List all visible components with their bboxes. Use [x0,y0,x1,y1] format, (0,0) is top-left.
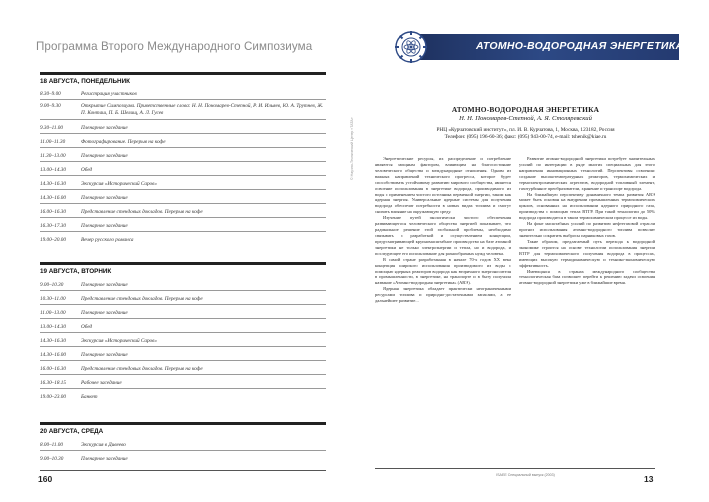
article-title: АТОМНО-ВОДОРОДНАЯ ЭНЕРГЕТИКА [451,105,600,114]
row-event: Представление стендовых докладов. Перерыв на кофе [81,209,203,215]
row-event: Фотографирование. Перерыв на кофе [81,139,166,145]
row-time: 9.00–10.30 [40,282,64,288]
row-event: Пленарное заседание [81,352,128,358]
row-time: 13.00–14.30 [40,167,66,173]
row-time: 11.00–13.00 [40,310,66,316]
row-event: Экскурсия «Исторический Саров» [81,338,158,344]
row-time: 16.30–17.30 [40,223,66,229]
row-time: 19.00–20.00 [40,237,66,243]
left-page [0,0,344,502]
day-rule [40,422,326,425]
paragraph: Имеющаяся в странах международного сообщества технологическая база позволяет перейти к решению задачи освоения атомно-водородной энергетики уже в ближайшие время. [519,268,655,286]
row-event: Пленарное заседание [81,153,128,159]
row-time: 13.00–14.30 [40,324,66,330]
paragraph: В самой стране разработанная в начале 70-х годов XX века концепция широкого использования производимого из воды с помощью ядерных реакторов водорода как вторичного энергоносителя в промышленности, в энергетике, на транспорте и в быту получила название «Атомно-водородная энергетика» (АВЭ). [375,256,511,286]
row-time: 19.00–23.00 [40,394,66,400]
row-event: Представление стендовых докладов. Перерыв на кофе [81,296,203,302]
paragraph: Такие образом, предлагаемый путь перехода к водородной экономике строится на основе технологии использования энергии ВТГР для термохимического получения водорода в процессах, имеющих высокую термодинамическую и технико-экономическую эффективность. [519,238,655,268]
article-authors: Н. Н. Пономарев-Степной, А. Я. Столяревский [459,115,592,122]
row-separator [40,332,326,333]
row-separator [40,290,326,291]
side-label-text: © Научно-Технический Центр «TATA» [350,117,354,180]
row-time: 14.30–16.30 [40,338,66,344]
row-time: 11.00–11.30 [40,139,66,145]
row-time: 11.30–13.00 [40,153,66,159]
row-event: Вечер русского романса [81,237,134,243]
row-time: 16.00–16.30 [40,209,66,215]
paragraph: Ядерная энергетика обладает практически неограниченными ресурсами топлива и природно-достаточными запасами, а ее дальнейшее развитие... [375,286,511,304]
text-column-left [375,156,511,304]
paragraph: Энергетические ресурсы, их распределение и потребление являются мощным фактором, влияющим на благосостояние человеческого общества и международные отношения. Одним из важных направлений технического прогресса, которое будет способствовать устойчивому развитию мирового сообщества, является освоение использования в энергетике водорода, производимого из воды с применением чистого источника первичной энергии, таким как ядерная энергия. Универсальные ядерные системы для получения водорода обеспечат потребности в новых видах топлива и смогут снизить влияние на окружающую среду. [375,156,511,215]
paragraph: Развитие атомно-водородной энергетики потребует значительных усилий по интеграции в ряде многих специальных для этого направления инновационных технологий. Перспективы освоения: создание высокотемпературных реакторов, термохимических и термоэлектрохимических агрегатов, водородной топливный элемент, газотурбинное преобразователи, хранение и транспорт водорода. [519,156,655,191]
row-time: 16.30–18.15 [40,380,66,386]
header-banner [404,34,684,60]
footer-rule [375,468,655,469]
row-separator [40,189,326,190]
row-event: Обед [81,324,93,330]
row-separator [40,119,326,120]
row-time: 9.30–11.00 [40,125,63,131]
day-rule [40,72,326,75]
row-time: 14.30–16.30 [40,181,66,187]
day-title: 19 АВГУСТА, ВТОРНИК [40,268,112,275]
paragraph: На фоне масштабных усилий по развитию нефтегазовой отрасли прогноз использования атомно-водородного топлива позволит значительно сократить выбросы парниковых газов. [519,221,655,238]
row-time: 10.30–11.00 [40,296,66,302]
row-event: Пленарное заседание [81,125,128,131]
row-event: Экскурсия «Исторический Саров» [81,181,158,187]
row-event: Пленарное заседание [81,310,128,316]
row-time: 8.00–11.00 [40,442,63,448]
row-event: Пленарное заседание [81,282,128,288]
atom-gear-icon [394,30,428,64]
row-separator [40,318,326,319]
article-contacts: Телефон: (095) 196-60-36; факс: (095) 943-00-74, e-mail: tshenik@kiae.ru [444,134,607,140]
row-separator [40,161,326,162]
row-time: 16.00–16.30 [40,366,66,372]
row-event: Банкет [81,394,98,400]
paragraph: На ближайшую перспективу динамичного темпа развития АВЭ может быть основан на внедрении промышленных термохимических циклов, основанных на использовании ядерного природного газа, производства с помощью тепла ВТГР. При такой технологии до 50% водорода производится в таком термохимическом процессе из воды. [519,191,655,221]
right-page [344,0,709,502]
footer-rule [40,470,326,471]
side-label [350,60,358,180]
article-affiliation: РНЦ «Курчатовский институт», пл. И. В. Курчатова, 1, Москва, 123182, Россия [436,127,615,133]
row-time: 9.00–10.30 [40,456,64,462]
row-event: Рабочее заседание [81,380,122,386]
page-number: 13 [644,474,654,484]
row-event: Пленарное заседание [81,456,128,462]
row-separator [40,175,326,176]
row-separator [40,99,326,100]
row-separator [40,360,326,361]
page-footer: ISAEE Специальный выпуск (2003) [496,473,555,477]
row-separator [40,147,326,148]
row-separator [40,203,326,204]
row-separator [40,231,326,232]
row-separator [40,450,326,451]
row-separator [40,388,326,389]
row-separator [40,133,326,134]
row-separator [40,217,326,218]
row-event: Представление стендовых докладов. Перерыв на кофе [81,366,203,372]
day-rule [40,262,326,265]
row-time: 14.30–16.00 [40,352,66,358]
row-time: 8.30–9.00 [40,91,61,97]
row-time: 14.30–16.00 [40,195,66,201]
text-column-right [519,156,655,286]
row-event: Регистрация участников [81,91,137,97]
day-title: 20 АВГУСТА, СРЕДА [40,428,104,435]
row-separator [40,304,326,305]
program-title: Программа Второго Международного Симпозиума [36,40,313,53]
page-number: 160 [38,474,53,484]
row-event: Обед [81,167,93,173]
row-separator [40,346,326,347]
row-event: Пленарное заседание [81,223,128,229]
day-title: 18 АВГУСТА, ПОНЕДЕЛЬНИК [40,78,130,85]
row-separator [40,374,326,375]
paragraph: Изучение путей экологически чистого обеспечения развивающегося человеческого общества энергией показывает, что радикальное решение этой глобальной проблемы, необходимо связывать с разработкой и осуществлением концепции, предусматривающей крупномасштабное производство на базе атомной энергетики не только электроэнергии и тепла, но и водорода, и последующее его использование для разнообразных нужд человека. [375,215,511,256]
row-time: 9.00–9.30 [40,103,61,109]
banner-title: АТОМНО-ВОДОРОДНАЯ ЭНЕРГЕТИКА [476,40,684,52]
row-event: Пленарное заседание [81,195,128,201]
row-event: Экскурсия в Дивеево [81,442,126,448]
row-event: Открытие Симпозиума. Приветственные слова: Н. Н. Пономарев-Степной, Р. И. Ильяев, Ю. А. Трутнев, Ж. П. Конташ, П. Б. Шелищ, А. Л. Гусев [81,103,324,117]
